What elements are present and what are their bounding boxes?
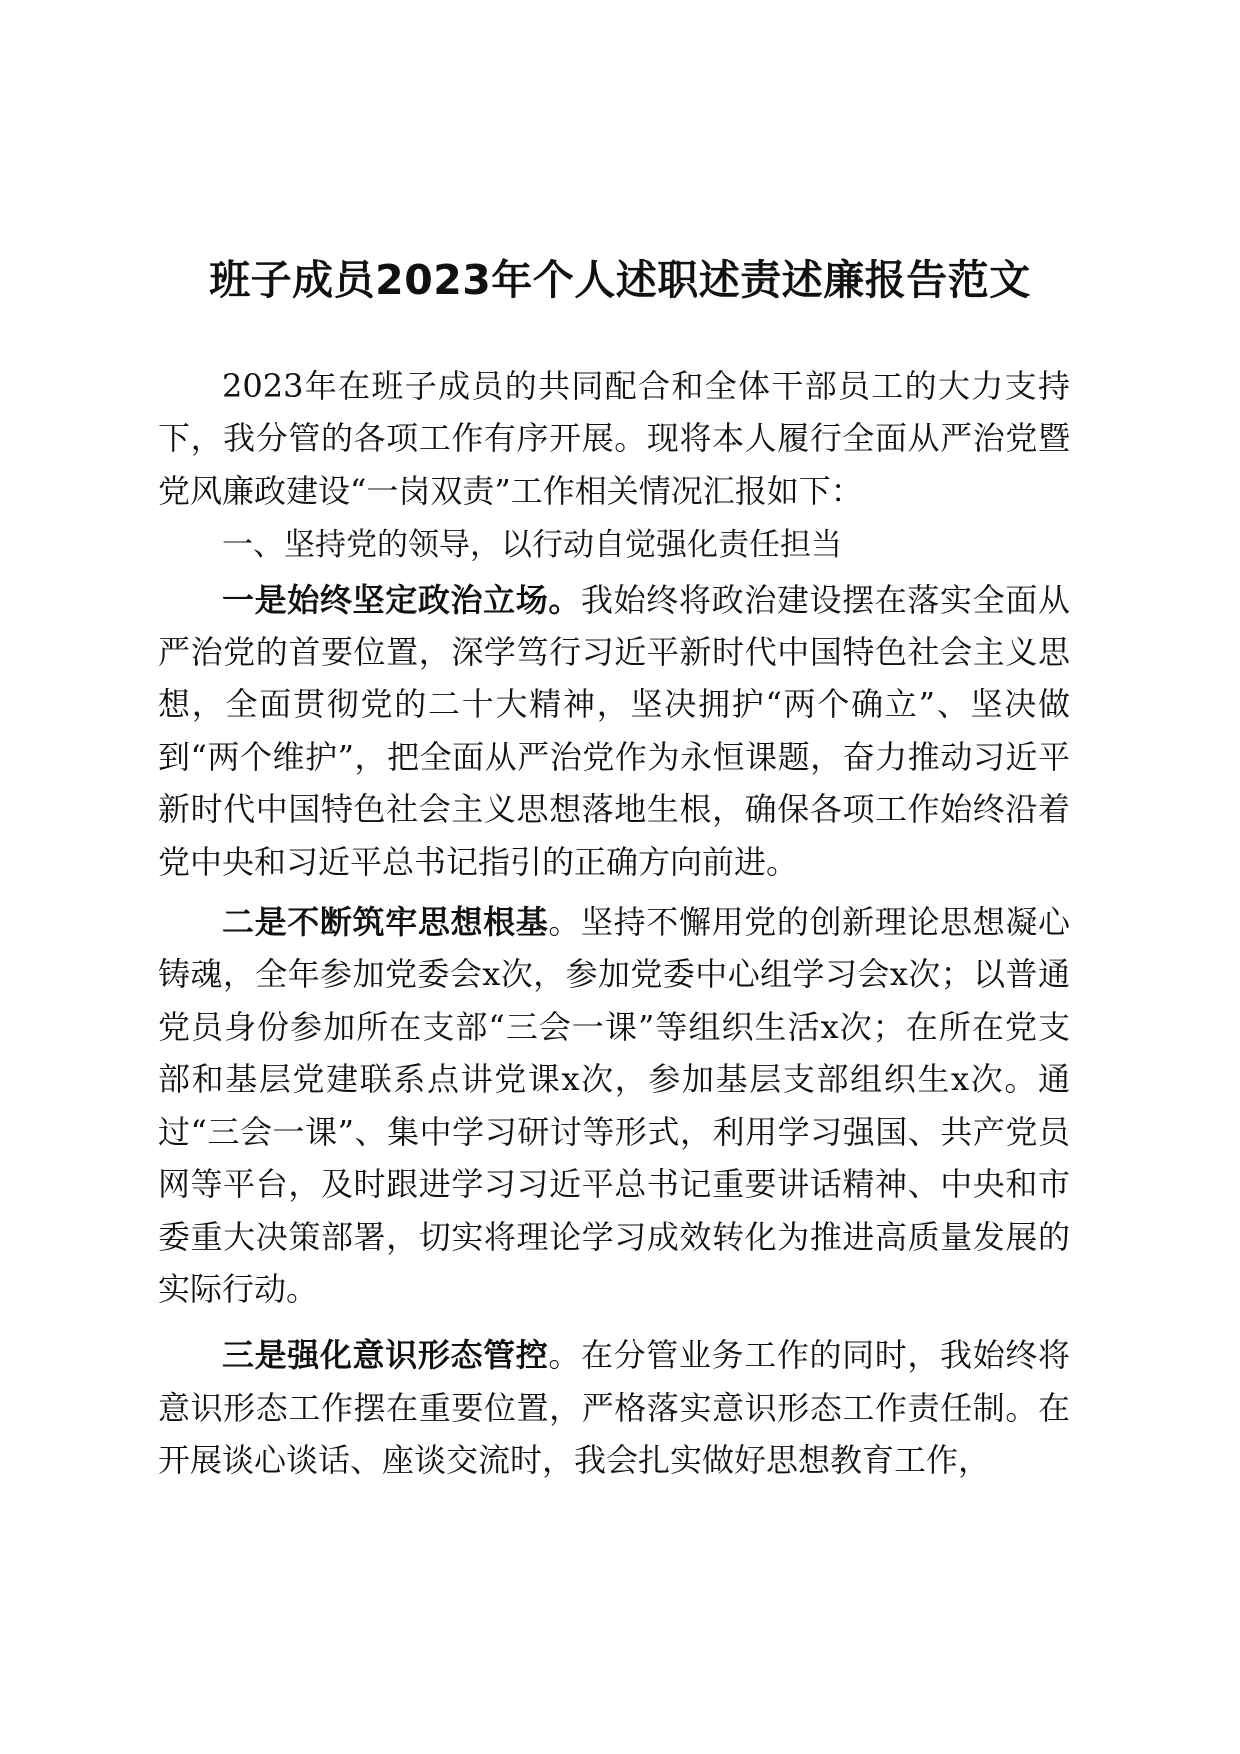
paragraph-text: 。坚持不懈用党的创新理论思想凝心铸魂，全年参加党委会x次，参加党委中心组学习会x次；以普通党员身份参加所在支部“三会一课”等组织生活x次；在所在党支部和基层党建联系点讲党课x次，参加基层支部组织生x次。通过“三会一课”、集中学习研讨等形式，利用学习强国、共产党员网等平台，及时跟进学习习近平总书记重要讲话精神、中央和市委重大决策部署，切实将理论学习成效转化为推进高质量发展的实际行动。 [158, 903, 1070, 1308]
paragraph-lead: 二是不断筑牢思想根基 [222, 903, 549, 942]
section-heading: 一、坚持党的领导，以行动自觉强化责任担当 [222, 527, 842, 564]
paragraph-ideology-control [158, 1329, 1070, 1486]
document-body [158, 360, 1070, 1487]
intro-paragraph: 2023年在班子成员的共同配合和全体干部员工的大力支持下，我分管的各项工作有序开展。现将本人履行全面从严治党暨党风廉政建设“一岗双责”工作相关情况汇报如下： [158, 367, 1070, 510]
paragraph-text: 我始终将政治建设摆在落实全面从严治党的首要位置，深学笃行习近平新时代中国特色社会主义思想，全面贯彻党的二十大精神，坚决拥护“两个确立”、坚决做到“两个维护”，把全面从严治党作为永恒课题，奋力推动习近平新时代中国特色社会主义思想落地生根，确保各项工作始终沿着党中央和习近平总书记指引的正确方向前进。 [158, 580, 1070, 881]
paragraph-lead: 三是强化意识形态管控 [222, 1336, 549, 1375]
paragraph-lead: 一是始终坚定政治立场。 [222, 580, 582, 619]
paragraph-ideological-foundation [158, 896, 1070, 1315]
document-title: 班子成员2023年个人述职述责述廉报告范文 [209, 256, 1031, 304]
paragraph-political-stance [158, 574, 1070, 888]
paragraph-text: 。在分管业务工作的同时，我始终将意识形态工作摆在重要位置，严格落实意识形态工作责任制。在开展谈心谈话、座谈交流时，我会扎实做好思想教育工作， [158, 1336, 1070, 1480]
